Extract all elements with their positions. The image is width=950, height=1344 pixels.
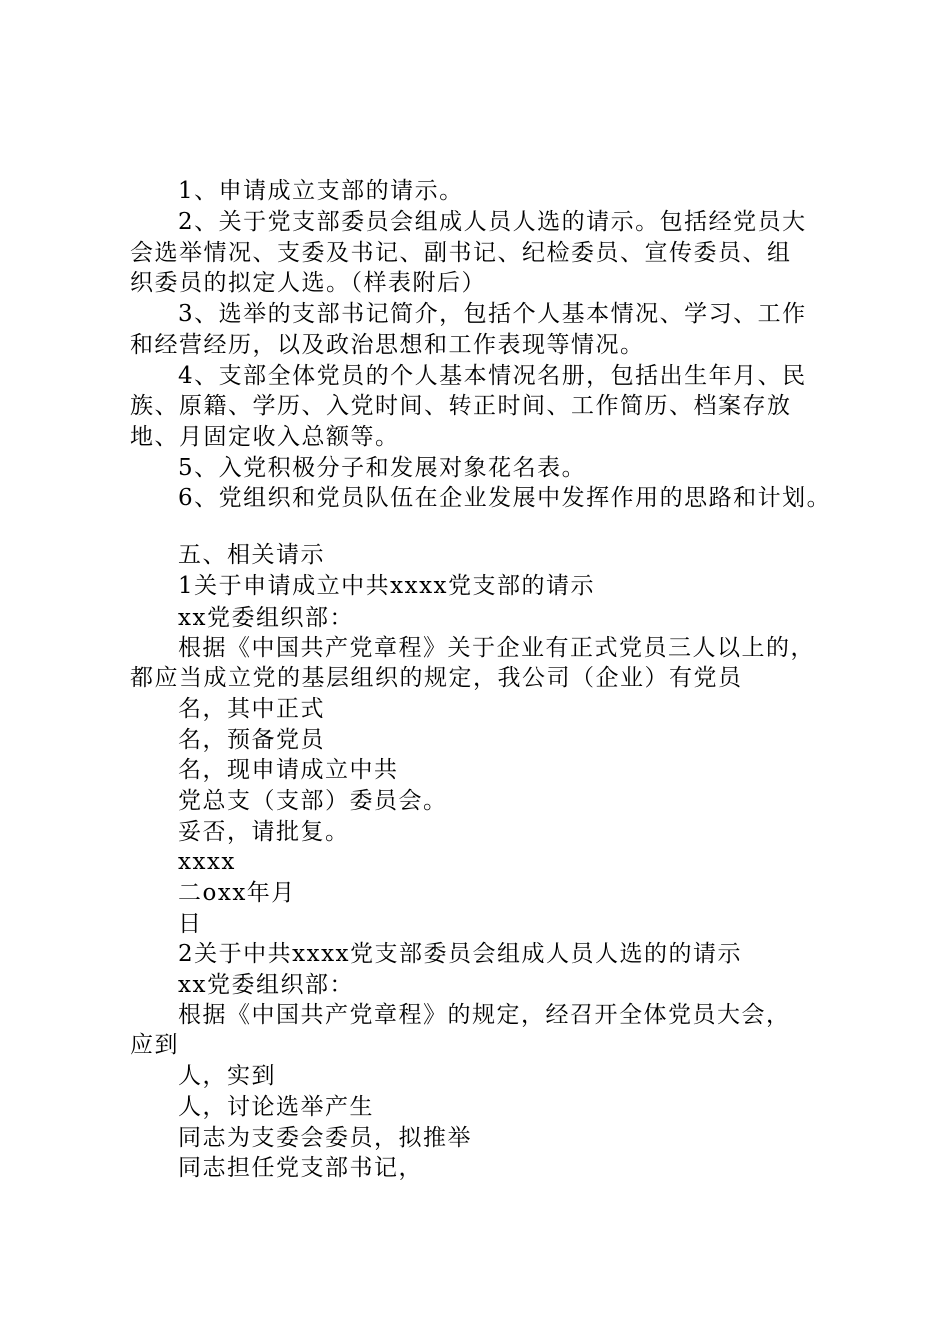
text-line: xx党委组织部： [178,605,354,631]
text-line: 根据《中国共产党章程》的规定，经召开全体党员大会， [178,1002,791,1028]
text-line: 地、月固定收入总额等。 [130,424,400,450]
text-line: 和经营经历，以及政治思想和工作表现等情况。 [130,332,645,358]
text-line: 人，实到 [178,1063,276,1089]
text-line: 1、申请成立支部的请示。 [178,178,464,204]
text-line: 族、原籍、学历、入党时间、转正时间、工作简历、档案存放 [130,393,792,419]
section-heading: 五、相关请示 [178,542,325,568]
text-line: 2、关于党支部委员会组成人员人选的请示。包括经党员大 [178,209,807,235]
text-line: 会选举情况、支委及书记、副书记、纪检委员、宣传委员、组 [130,240,792,266]
text-line: 根据《中国共产党章程》关于企业有正式党员三人以上的， [178,635,815,661]
text-line: 人，讨论选举产生 [178,1094,374,1120]
text-line: 6、党组织和党员队伍在企业发展中发挥作用的思路和计划。 [178,485,832,511]
text-line: 名，现申请成立中共 [178,757,399,783]
text-line: 二oxx年月 [178,880,296,906]
text-line: xxxx [178,849,236,875]
text-line: 名，其中正式 [178,696,325,722]
text-line: 应到 [130,1032,179,1058]
text-line: 日 [178,911,203,937]
text-line: 同志担任党支部书记， [178,1155,423,1181]
text-line: xx党委组织部： [178,972,354,998]
subsection-heading: 2关于中共xxxx党支部委员会组成人员人选的的请示 [178,941,743,967]
text-line: 都应当成立党的基层组织的规定，我公司（企业）有党员 [130,665,743,691]
text-line: 党总支（支部）委员会。 [178,788,448,814]
text-line: 同志为支委会委员，拟推举 [178,1125,472,1151]
text-line: 3、选举的支部书记简介，包括个人基本情况、学习、工作 [178,301,807,327]
text-line: 织委员的拟定人选。（样表附后） [130,270,486,296]
text-line: 4、支部全体党员的个人基本情况名册，包括出生年月、民 [178,363,807,389]
text-line: 5、入党积极分子和发展对象花名表。 [178,455,587,481]
text-line: 名，预备党员 [178,727,325,753]
subsection-heading: 1关于申请成立中共xxxx党支部的请示 [178,573,596,599]
text-line: 妥否，请批复。 [178,819,350,845]
